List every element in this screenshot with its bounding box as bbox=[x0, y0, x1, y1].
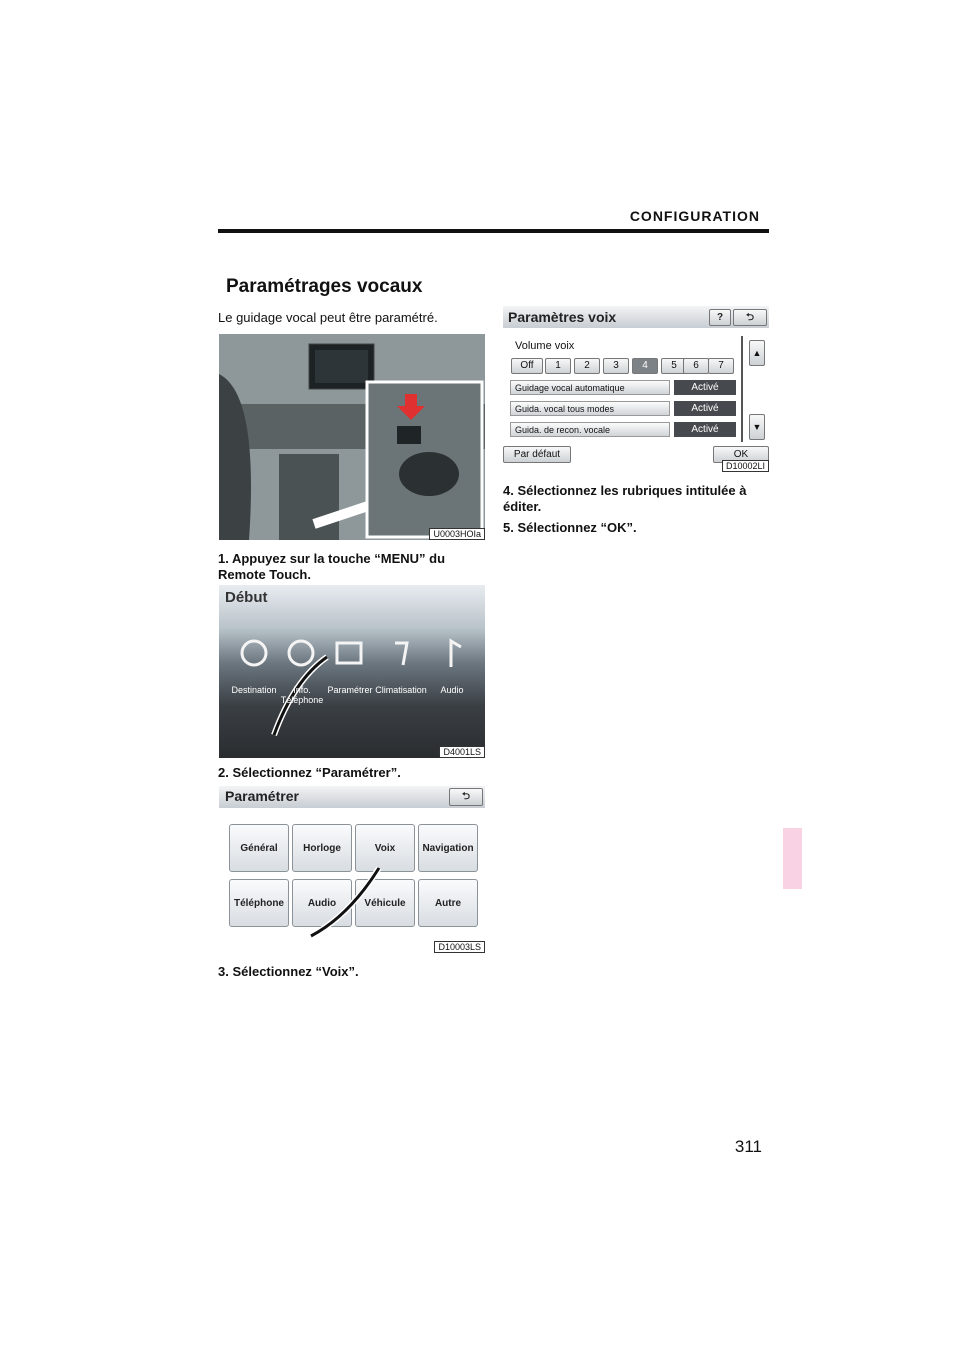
music-note-icon[interactable] bbox=[451, 641, 461, 667]
option-row[interactable] bbox=[510, 401, 736, 416]
section-title: Paramétrages vocaux bbox=[226, 276, 423, 297]
menu-item-destination[interactable]: Destination bbox=[231, 685, 277, 695]
header-title: CONFIGURATION bbox=[629, 208, 760, 224]
settings-button-other[interactable]: Autre bbox=[418, 879, 478, 927]
settings-title: Paramétrer bbox=[225, 788, 299, 804]
menu-item-climate[interactable]: Climatisation bbox=[375, 685, 427, 695]
volume-4-button[interactable]: 4 bbox=[632, 358, 658, 374]
menu-item-settings[interactable]: Paramétrer bbox=[327, 685, 373, 695]
option-label: Guidage vocal automatique bbox=[510, 380, 670, 395]
volume-3-button[interactable]: 3 bbox=[603, 358, 629, 374]
volume-label: Volume voix bbox=[515, 340, 575, 352]
info-icon[interactable] bbox=[289, 641, 313, 665]
volume-2-button[interactable]: 2 bbox=[574, 358, 600, 374]
volume-6-button[interactable]: 6 bbox=[683, 358, 709, 374]
volume-5-button[interactable]: 5 bbox=[661, 358, 687, 374]
voice-settings-title: Paramètres voix bbox=[508, 309, 617, 325]
arrow-down-icon: ▼ bbox=[752, 422, 762, 432]
step-5: 5. Sélectionnez “OK”. bbox=[503, 520, 637, 535]
figure-code: U0003HOIa bbox=[429, 528, 485, 540]
menu-item-info-phone[interactable]: Info. Téléphone bbox=[280, 685, 324, 705]
default-button[interactable]: Par défaut bbox=[503, 446, 571, 463]
ok-button[interactable]: OK bbox=[713, 446, 769, 463]
search-icon[interactable] bbox=[242, 641, 266, 665]
step-3: 3. Sélectionnez “Voix”. bbox=[218, 964, 359, 979]
header-rule bbox=[218, 229, 769, 233]
step-4: 4. Sélectionnez les rubriques intitulée à éditer. bbox=[503, 483, 747, 514]
option-value[interactable]: Activé bbox=[674, 422, 736, 437]
help-button[interactable]: ? bbox=[709, 309, 731, 326]
step-2: 2. Sélectionnez “Paramétrer”. bbox=[218, 765, 401, 780]
arrow-up-icon: ▲ bbox=[752, 348, 762, 358]
start-menu-screen bbox=[219, 585, 485, 758]
settings-button-clock[interactable]: Horloge bbox=[292, 824, 352, 872]
page-number: 311 bbox=[734, 1137, 762, 1156]
settings-button-audio[interactable]: Audio bbox=[292, 879, 352, 927]
back-arrow-icon: ⮌ bbox=[745, 312, 754, 323]
menu-title: Début bbox=[225, 589, 268, 606]
settings-button-phone[interactable]: Téléphone bbox=[229, 879, 289, 927]
scroll-up-button[interactable] bbox=[749, 340, 765, 366]
option-value[interactable]: Activé bbox=[674, 401, 736, 416]
step-1: 1. Appuyez sur la touche “MENU” du Remote Touch. bbox=[218, 551, 446, 582]
back-button[interactable] bbox=[733, 309, 767, 326]
settings-button-voice[interactable]: Voix bbox=[355, 824, 415, 872]
climate-icon[interactable] bbox=[395, 643, 407, 665]
back-button[interactable] bbox=[449, 788, 483, 806]
figure-code: D4001LS bbox=[439, 746, 485, 758]
option-label: Guida. vocal tous modes bbox=[510, 401, 670, 416]
settings-button-general[interactable]: Général bbox=[229, 824, 289, 872]
option-value[interactable]: Activé bbox=[674, 380, 736, 395]
chapter-tab bbox=[783, 828, 802, 889]
menu-item-audio[interactable]: Audio bbox=[440, 685, 464, 695]
dashboard-photo bbox=[219, 334, 485, 540]
back-arrow-icon: ⮌ bbox=[461, 791, 470, 802]
option-label: Guida. de recon. vocale bbox=[510, 422, 670, 437]
volume-1-button[interactable]: 1 bbox=[545, 358, 571, 374]
volume-7-button[interactable]: 7 bbox=[708, 358, 734, 374]
option-row[interactable] bbox=[510, 422, 736, 437]
settings-button-vehicle[interactable]: Véhicule bbox=[355, 879, 415, 927]
figure-code: D10002LI bbox=[722, 460, 769, 472]
scrollbar-track[interactable] bbox=[741, 336, 743, 442]
option-row[interactable] bbox=[510, 380, 736, 395]
voice-settings-screen bbox=[503, 306, 769, 472]
intro-text: Le guidage vocal peut être paramétré. bbox=[218, 310, 438, 325]
settings-button-navigation[interactable]: Navigation bbox=[418, 824, 478, 872]
settings-icon[interactable] bbox=[337, 643, 361, 663]
scroll-down-button[interactable] bbox=[749, 414, 765, 440]
volume-off-button[interactable]: Off bbox=[511, 358, 543, 374]
settings-screen bbox=[219, 786, 485, 953]
figure-code: D10003LS bbox=[434, 941, 485, 953]
